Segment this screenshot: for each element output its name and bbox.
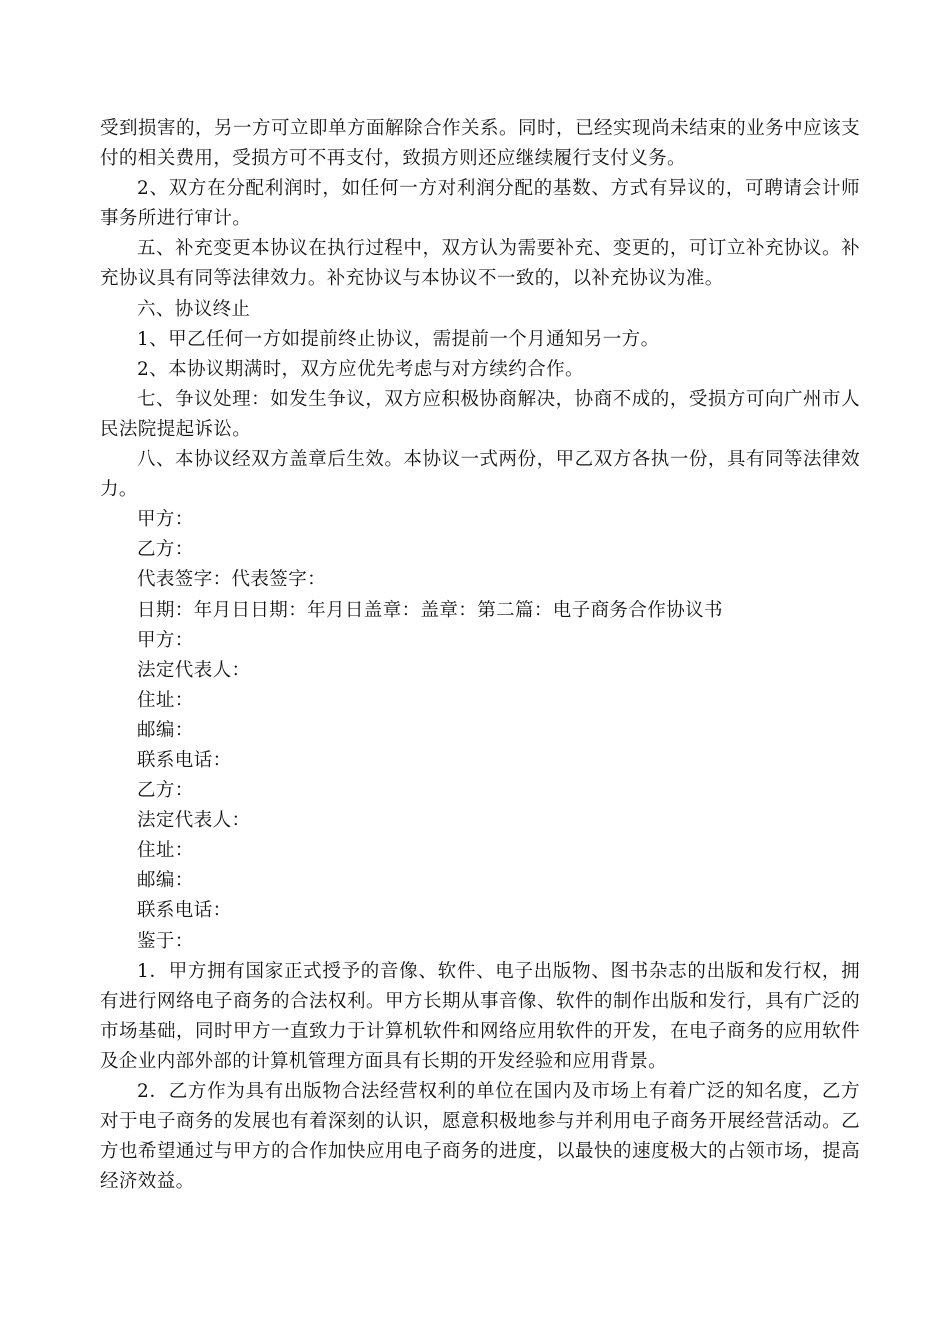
- paragraph: 2、本协议期满时，双方应优先考虑与对方续约合作。: [137, 358, 584, 380]
- party-b-label: 乙方：: [137, 780, 194, 802]
- phone-label: 联系电话：: [137, 749, 232, 771]
- address-label: 住址：: [137, 689, 194, 711]
- paragraph: 八、本协议经双方盖章后生效。本协议一式两份，甲乙双方各执一份，具有同等法律效力。: [100, 449, 860, 501]
- paragraph: 七、争议处理：如发生争议，双方应积极协商解决，协商不成的，受损方可向广州市人民法院提起诉讼。: [100, 388, 860, 440]
- phone-label: 联系电话：: [137, 900, 232, 922]
- document-page: [100, 114, 860, 1197]
- party-b-label: 乙方：: [137, 539, 194, 561]
- legal-representative-label: 法定代表人：: [137, 810, 251, 832]
- paragraph: 受到损害的，另一方可立即单方面解除合作关系。同时，已经实现尚未结束的业务中应该支付的相关费用，受损方可不再支付，致损方则还应继续履行支付义务。: [100, 118, 860, 170]
- paragraph: 五、补充变更本协议在执行过程中，双方认为需要补充、变更的，可订立补充协议。补充协议具有同等法律效力。补充协议与本协议不一致的，以补充协议为准。: [100, 238, 860, 290]
- signature-line: 代表签字：代表签字：: [137, 569, 327, 591]
- postcode-label: 邮编：: [137, 870, 194, 892]
- paragraph: 1、甲乙任何一方如提前终止协议，需提前一个月通知另一方。: [137, 328, 660, 350]
- whereas-label: 鉴于：: [137, 930, 194, 952]
- party-a-label: 甲方：: [137, 509, 194, 531]
- party-a-label: 甲方：: [137, 629, 194, 651]
- legal-representative-label: 法定代表人：: [137, 659, 251, 681]
- paragraph: 2．乙方作为具有出版物合法经营权利的单位在国内及市场上有着广泛的知名度，乙方对于电子商务的发展也有着深刻的认识，愿意积极地参与并利用电子商务开展经营活动。乙方也希望通过与甲方的合作加快应用电子商务的进度，以最快的速度极大的占领市场，提高经济效益。: [100, 1081, 860, 1193]
- section-heading: 六、协议终止: [137, 298, 251, 320]
- postcode-label: 邮编：: [137, 719, 194, 741]
- date-seal-line: 日期：年月日日期：年月日盖章：盖章：第二篇：电子商务合作协议书: [137, 599, 723, 621]
- paragraph: 1．甲方拥有国家正式授予的音像、软件、电子出版物、图书杂志的出版和发行权，拥有进行网络电子商务的合法权利。甲方长期从事音像、软件的制作出版和发行，具有广泛的市场基础，同时甲方一直致力于计算机软件和网络应用软件的开发，在电子商务的应用软件及企业内部外部的计算机管理方面具有长期的开发经验和应用背景。: [100, 960, 860, 1072]
- paragraph: 2、双方在分配利润时，如任何一方对利润分配的基数、方式有异议的，可聘请会计师事务所进行审计。: [100, 178, 860, 230]
- address-label: 住址：: [137, 840, 194, 862]
